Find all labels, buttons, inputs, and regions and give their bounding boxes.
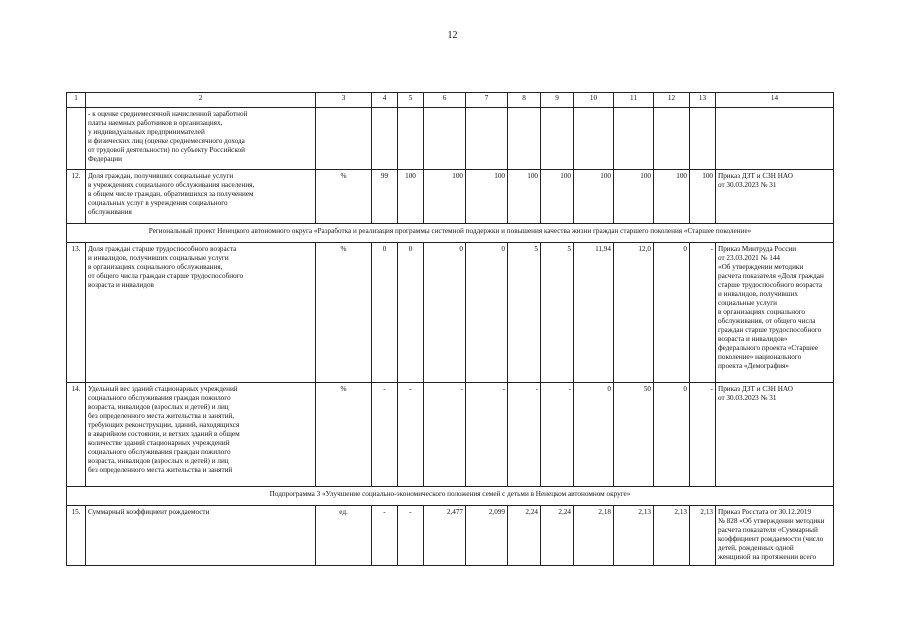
value-cell: 2,13 (654, 506, 690, 566)
column-header: 7 (466, 93, 508, 108)
table-row (67, 243, 834, 383)
value-cell (466, 108, 508, 170)
reference-cell: Приказ Росстата от 30.12.2019 № 828 «Об утверждении методики расчета показателя «Суммарный коэффициент рождаемости (число детей, рожденных одной женщиной на протяжении всего (716, 506, 834, 566)
value-cell: 0 (424, 243, 466, 383)
value-cell: 11,94 (574, 243, 614, 383)
value-cell: 2,13 (690, 506, 716, 566)
value-cell: 100 (466, 170, 508, 224)
value-cell (424, 108, 466, 170)
table-row (67, 170, 834, 224)
indicators-table (66, 92, 834, 566)
value-cell: 100 (690, 170, 716, 224)
value-cell: 100 (508, 170, 541, 224)
unit-cell: ед. (316, 506, 372, 566)
section-row (67, 487, 834, 506)
value-cell: - (690, 383, 716, 487)
table-row (67, 108, 834, 170)
page-number: 12 (447, 30, 458, 41)
value-cell (541, 108, 574, 170)
value-cell: - (424, 383, 466, 487)
value-cell: 0 (574, 383, 614, 487)
column-header: 1 (67, 93, 86, 108)
value-cell: 2,099 (466, 506, 508, 566)
row-number: 12. (67, 170, 86, 224)
unit-cell: % (316, 170, 372, 224)
value-cell (690, 108, 716, 170)
row-number: 13. (67, 243, 86, 383)
value-cell (614, 108, 654, 170)
indicator-description: Суммарный коэффициент рождаемости (86, 506, 316, 566)
header-row (67, 93, 834, 108)
indicator-description: Удельный вес зданий стационарных учреждений социального обслуживания граждан пожилого возраста, инвалидов (взрослых и детей) и лиц без определенного места жительства и занятий, требующих реконструкции, зданий, находящихся в аварийном состоянии, и ветхих зданий в общем количестве зданий стационарных учреждений социального обслуживания граждан пожилого возраста, инвалидов (взрослых и детей) и лиц без определенного места жительства и занятий (86, 383, 316, 487)
column-header: 6 (424, 93, 466, 108)
value-cell: - (508, 383, 541, 487)
section-title: Региональный проект Ненецкого автономного округа «Разработка и реализация программы системной поддержки и повышения качества жизни граждан старшего поколения «Старшее поколение» (67, 224, 834, 243)
value-cell: 5 (508, 243, 541, 383)
value-cell: 0 (372, 243, 398, 383)
unit-cell (316, 108, 372, 170)
value-cell: 0 (398, 243, 424, 383)
value-cell: - (372, 383, 398, 487)
value-cell: - (398, 506, 424, 566)
indicator-description: Доля граждан, получивших социальные услуги в учреждениях социального обслуживания населения, в общем числе граждан, обратившихся за получением социальных услуг в учреждения социального обслуживания (86, 170, 316, 224)
value-cell: 2,13 (614, 506, 654, 566)
column-header: 4 (372, 93, 398, 108)
value-cell: 100 (614, 170, 654, 224)
value-cell (372, 108, 398, 170)
column-header: 10 (574, 93, 614, 108)
value-cell: - (466, 383, 508, 487)
table-row (67, 383, 834, 487)
value-cell (574, 108, 614, 170)
section-row (67, 224, 834, 243)
value-cell: 5 (541, 243, 574, 383)
value-cell: 100 (424, 170, 466, 224)
value-cell: 50 (614, 383, 654, 487)
table-row (67, 506, 834, 566)
column-header: 13 (690, 93, 716, 108)
row-number: 14. (67, 383, 86, 487)
value-cell: 99 (372, 170, 398, 224)
value-cell: - (541, 383, 574, 487)
value-cell (654, 108, 690, 170)
indicator-description: Доля граждан старше трудоспособного возраста и инвалидов, получивших социальные услуги в организациях социального обслуживания, от общего числа граждан старше трудоспособного возраста и инвалидов (86, 243, 316, 383)
value-cell: 100 (654, 170, 690, 224)
value-cell: 2,477 (424, 506, 466, 566)
unit-cell: % (316, 243, 372, 383)
value-cell: 100 (398, 170, 424, 224)
value-cell: 2,24 (541, 506, 574, 566)
value-cell: 0 (466, 243, 508, 383)
column-header: 5 (398, 93, 424, 108)
value-cell: 100 (541, 170, 574, 224)
value-cell: 12,0 (614, 243, 654, 383)
value-cell: 2,24 (508, 506, 541, 566)
value-cell: 0 (654, 383, 690, 487)
value-cell: - (372, 506, 398, 566)
value-cell (508, 108, 541, 170)
column-header: 9 (541, 93, 574, 108)
reference-cell: Приказ ДЗТ и СЗН НАО от 30.03.2023 № 31 (716, 170, 834, 224)
section-title: Подпрограмма 3 «Улучшение социально-экономического положения семей с детьми в Ненецком автономном округе» (67, 487, 834, 506)
reference-cell (716, 108, 834, 170)
value-cell: - (398, 383, 424, 487)
reference-cell: Приказ ДЗТ и СЗН НАО от 30.03.2023 № 31 (716, 383, 834, 487)
indicator-description: - к оценке среднемесячной начисленной заработной платы наемных работников в организациях, у индивидуальных предпринимателей и физических лиц (оценке среднемесячного дохода от трудовой деятельности) по субъекту Российской Федерации (86, 108, 316, 170)
value-cell (398, 108, 424, 170)
column-header: 14 (716, 93, 834, 108)
column-header: 8 (508, 93, 541, 108)
value-cell: 2,18 (574, 506, 614, 566)
column-header: 2 (86, 93, 316, 108)
column-header: 3 (316, 93, 372, 108)
value-cell: 100 (574, 170, 614, 224)
value-cell: - (690, 243, 716, 383)
reference-cell: Приказ Минтруда России от 23.03.2021 № 144 «Об утверждении методики расчета показателя «Доля граждан старше трудоспособного возраста и инвалидов, получивших социальные услуги в организациях социального обслуживания, от общего числа граждан старше трудоспособного возраста и инвалидов» федерального проекта «Старшее поколение» национального проекта «Демография» (716, 243, 834, 383)
unit-cell: % (316, 383, 372, 487)
row-number: 15. (67, 506, 86, 566)
column-header: 11 (614, 93, 654, 108)
row-number (67, 108, 86, 170)
value-cell: 0 (654, 243, 690, 383)
column-header: 12 (654, 93, 690, 108)
